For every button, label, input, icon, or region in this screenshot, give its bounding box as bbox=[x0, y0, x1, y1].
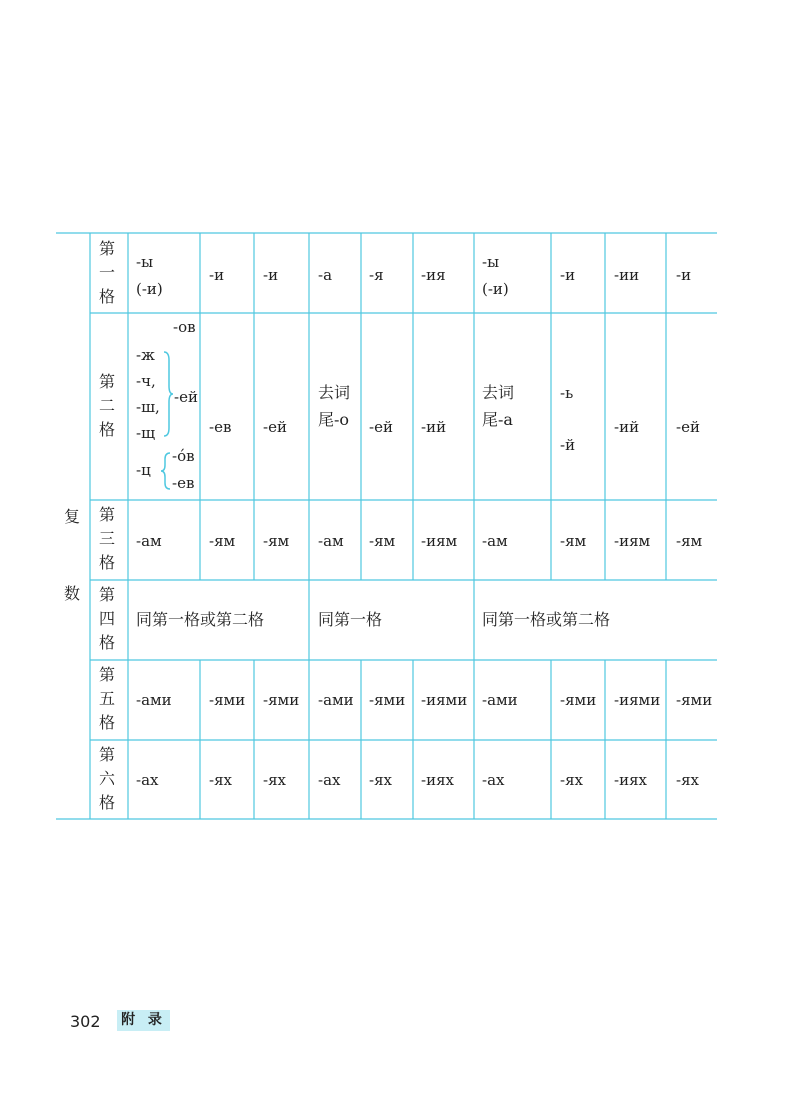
cell-r2-c7-line2: 尾-а bbox=[482, 410, 513, 429]
cell-r3-c8: -ям bbox=[560, 532, 587, 550]
cell-r5-c1: -ами bbox=[136, 691, 172, 709]
cell-r5-c9: -иями bbox=[614, 691, 661, 709]
cell-r6-c7: -ах bbox=[482, 771, 505, 789]
cell-r6-c4: -ах bbox=[318, 771, 341, 789]
cell-r5-c7: -ами bbox=[482, 691, 518, 709]
cell-r2-c2: -ев bbox=[209, 418, 232, 436]
gen-group1-shch: -щ bbox=[136, 424, 156, 442]
cell-r3-c7: -ам bbox=[482, 532, 508, 550]
cell-r6-c6: -иях bbox=[421, 771, 454, 789]
cell-r3-c4: -ам bbox=[318, 532, 344, 550]
cell-r2-c8-line2: -й bbox=[560, 436, 576, 454]
cell-r2-c8-line1: -ь bbox=[560, 384, 574, 402]
cell-r6-c9: -иях bbox=[614, 771, 647, 789]
cell-r6-c8: -ях bbox=[560, 771, 583, 789]
group-label-fu: 复 bbox=[64, 507, 81, 526]
cell-r4-merged-3: 同第一格或第二格 bbox=[482, 610, 611, 629]
brace-icon bbox=[160, 451, 172, 491]
cell-r1-c4: -а bbox=[318, 266, 333, 284]
cell-r5-c8: -ями bbox=[560, 691, 597, 709]
gen-group2-ending-stressed: -óв bbox=[172, 447, 195, 465]
section-label: 附 录 bbox=[117, 1010, 170, 1031]
cell-r1-c3: -и bbox=[263, 266, 279, 284]
case-label-3: 第 三 格 bbox=[98, 505, 115, 572]
cell-r2-c3: -ей bbox=[263, 418, 287, 436]
cell-r6-c5: -ях bbox=[369, 771, 392, 789]
case-label-2: 第 二 格 bbox=[98, 372, 115, 439]
cell-r1-c1-line1: -ы bbox=[136, 253, 154, 271]
case-label-4: 第 四 格 bbox=[98, 585, 115, 652]
cell-r2-c4-line2: 尾-о bbox=[318, 410, 350, 429]
cell-r4-merged-2: 同第一格 bbox=[318, 610, 383, 629]
cell-r3-c2: -ям bbox=[209, 532, 236, 550]
cell-r3-c1: -ам bbox=[136, 532, 162, 550]
cell-r1-c6: -ия bbox=[421, 266, 446, 284]
page-number: 302 bbox=[70, 1012, 101, 1031]
cell-r3-c10: -ям bbox=[676, 532, 703, 550]
cell-r2-c4-line1: 去词 bbox=[318, 383, 351, 402]
case-label-1: 第 一 格 bbox=[98, 239, 115, 306]
cell-r6-c1: -ах bbox=[136, 771, 159, 789]
cell-r3-c9: -иям bbox=[614, 532, 651, 550]
cell-r1-c8: -и bbox=[560, 266, 576, 284]
cell-r5-c5: -ями bbox=[369, 691, 406, 709]
cell-r5-c6: -иями bbox=[421, 691, 468, 709]
cell-r2-c10: -ей bbox=[676, 418, 700, 436]
cell-r1-c10: -и bbox=[676, 266, 692, 284]
brace-icon bbox=[162, 350, 174, 438]
cell-r2-c9: -ий bbox=[614, 418, 640, 436]
cell-r3-c3: -ям bbox=[263, 532, 290, 550]
cell-r1-c9: -ии bbox=[614, 266, 640, 284]
cell-r2-c6: -ий bbox=[421, 418, 447, 436]
cell-r2-c5: -ей bbox=[369, 418, 393, 436]
cell-r5-c2: -ями bbox=[209, 691, 246, 709]
cell-r1-c7-line2: (-и) bbox=[482, 280, 509, 298]
gen-group2-ending-ev: -ев bbox=[172, 474, 195, 492]
cell-r2-c7-line1: 去词 bbox=[482, 383, 515, 402]
case-label-6: 第 六 格 bbox=[98, 745, 115, 812]
cell-r6-c10: -ях bbox=[676, 771, 699, 789]
cell-r6-c2: -ях bbox=[209, 771, 232, 789]
cell-r1-c5: -я bbox=[369, 266, 384, 284]
cell-r1-c7-line1: -ы bbox=[482, 253, 500, 271]
cell-r1-c1-line2: (-и) bbox=[136, 280, 163, 298]
gen-group1-zh: -ж bbox=[136, 346, 155, 364]
cell-r1-c2: -и bbox=[209, 266, 225, 284]
gen-group1-sh: -ш, bbox=[136, 398, 160, 416]
gen-group1-ch: -ч, bbox=[136, 372, 156, 390]
cell-r5-c4: -ами bbox=[318, 691, 354, 709]
gen-top-ending: -ов bbox=[173, 318, 196, 336]
group-label-shu: 数 bbox=[64, 584, 81, 603]
gen-group2-ts: -ц bbox=[136, 461, 151, 479]
cell-r5-c3: -ями bbox=[263, 691, 300, 709]
gen-group1-ending: -ей bbox=[174, 388, 198, 406]
cell-r4-merged-1: 同第一格或第二格 bbox=[136, 610, 265, 629]
cell-r6-c3: -ях bbox=[263, 771, 286, 789]
cell-r3-c5: -ям bbox=[369, 532, 396, 550]
case-label-5: 第 五 格 bbox=[98, 665, 115, 732]
cell-r5-c10: -ями bbox=[676, 691, 713, 709]
cell-r3-c6: -иям bbox=[421, 532, 458, 550]
